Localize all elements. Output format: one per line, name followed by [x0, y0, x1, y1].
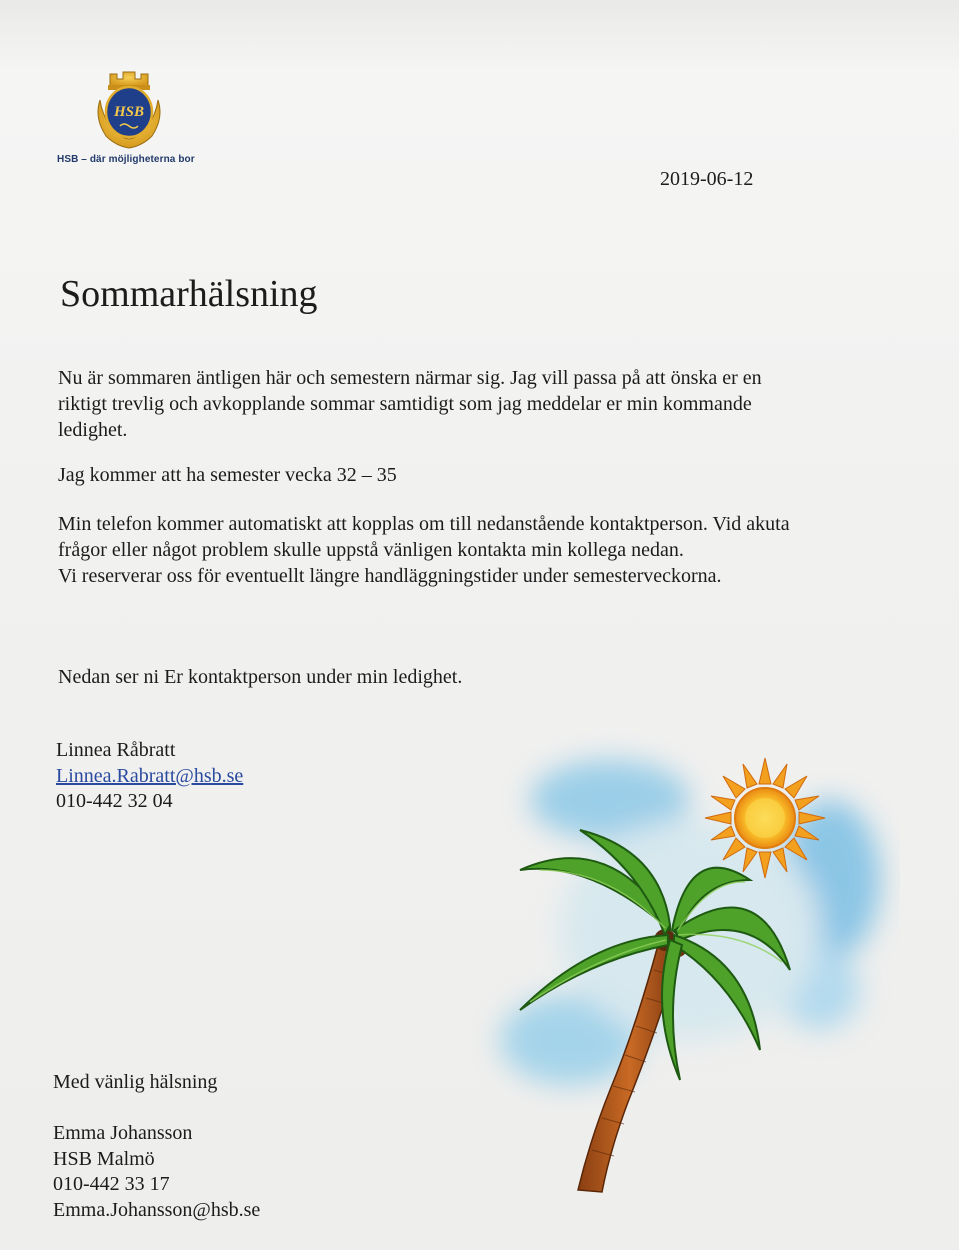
sun-icon [705, 758, 825, 878]
signature-phone: 010-442 33 17 [53, 1173, 170, 1195]
page-top-shadow [0, 0, 959, 70]
signature-block [53, 1121, 260, 1223]
contact-phone: 010-442 32 04 [56, 790, 173, 812]
phone-paragraph [58, 511, 898, 589]
contact-email-link[interactable]: Linnea.Rabratt@hsb.se [56, 764, 244, 787]
phone-line: frågor eller något problem skulle uppstå vänligen kontakta min kollega nedan. [58, 539, 684, 561]
letter-date: 2019-06-12 [660, 168, 754, 190]
logo-tagline: HSB – där möjligheterna bor [57, 154, 195, 165]
contact-block [56, 738, 243, 815]
letter-title: Sommarhälsning [60, 273, 318, 315]
signature-office: HSB Malmö [53, 1147, 155, 1170]
hsb-monogram: HSB [113, 104, 145, 120]
palm-sun-illustration [460, 730, 900, 1200]
intro-line: Nu är sommaren äntligen här och semestern närmar sig. Jag vill passa på att önska er en [58, 367, 762, 389]
signature-name: Emma Johansson [53, 1122, 193, 1144]
hsb-crest-icon [86, 66, 172, 152]
signature-email: Emma.Johansson@hsb.se [53, 1198, 261, 1221]
intro-line: riktigt trevlig och avkopplande sommar samtidigt som jag meddelar er min kommande [58, 393, 752, 415]
phone-line: Min telefon kommer automatiskt att kopplas om till nedanstående kontaktperson. Vid akuta [58, 513, 790, 535]
intro-line: ledighet. [58, 419, 128, 441]
contact-name: Linnea Råbratt [56, 739, 176, 761]
contact-intro-paragraph: Nedan ser ni Er kontaktperson under min ledighet. [58, 666, 463, 688]
vacation-paragraph: Jag kommer att ha semester vecka 32 – 35 [58, 464, 397, 486]
closing-line: Med vänlig hälsning [53, 1071, 218, 1093]
intro-paragraph [58, 365, 858, 443]
phone-line: Vi reserverar oss för eventuellt längre handläggningstider under semesterveckorna. [58, 565, 722, 587]
